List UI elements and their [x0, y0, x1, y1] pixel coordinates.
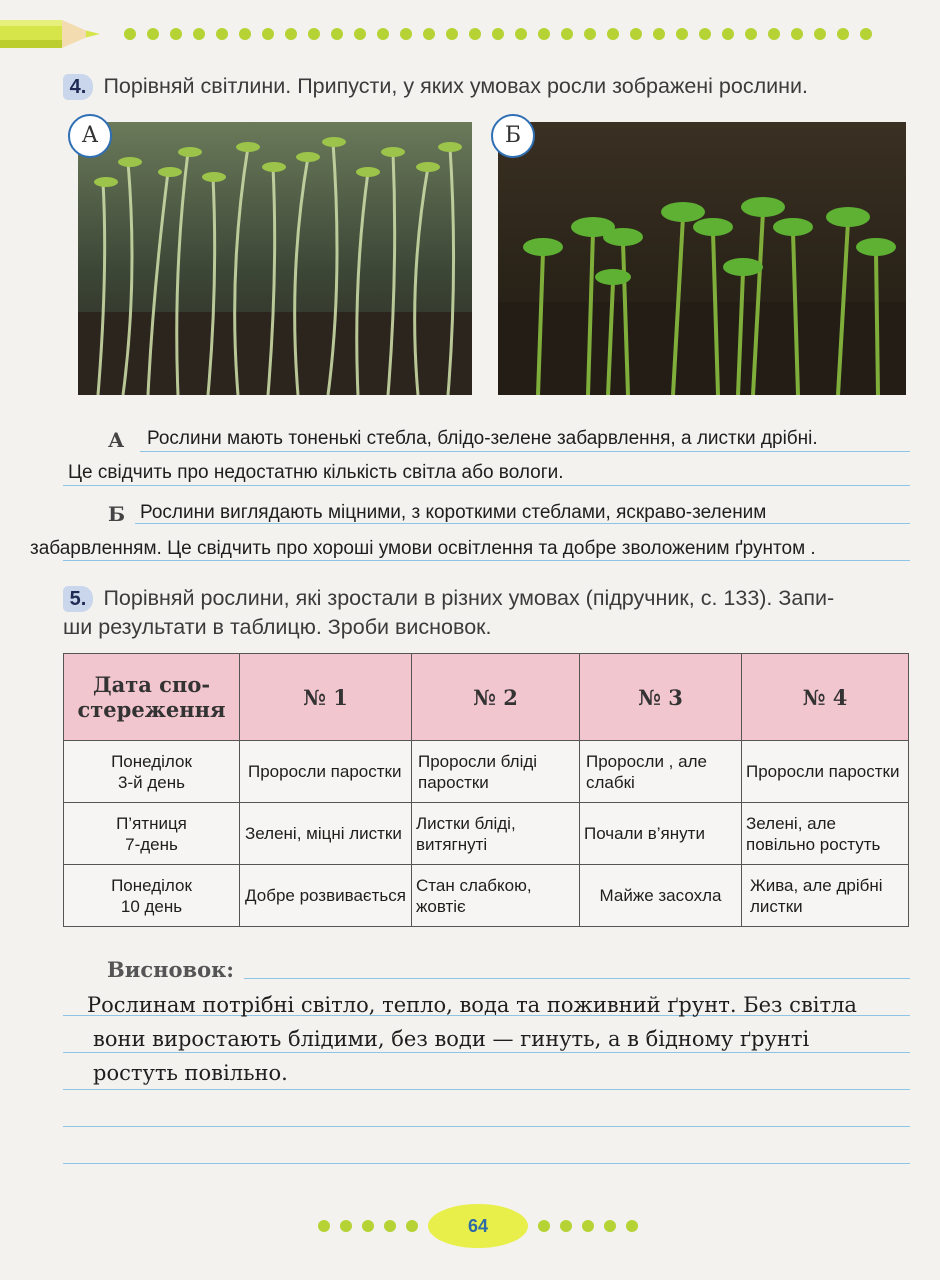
answer-b-rule-1 [135, 523, 910, 524]
row1-date [64, 741, 240, 803]
row3-date-day: Понеділок [111, 875, 192, 895]
answer-a-line2: Це свідчить про недостатню кількість світла або вологи. [68, 462, 564, 483]
table-row [64, 865, 909, 927]
header-date-line1: Дата спо- [92, 672, 211, 697]
row2-c2: Листки бліді, витягнуті [412, 803, 580, 865]
photo-b-seedlings [498, 122, 906, 395]
conclusion-line2: вони виростають блідими, без води — гинуть, а в бідному ґрунті [93, 1027, 810, 1051]
task-5-text-line1: Порівняй рослини, які зростали в різних умовах (підручник, с. 133). Запи- [103, 586, 835, 610]
row3-c2: Стан слабкою, жовтіє [412, 865, 580, 927]
row2-c4: Зелені, але повільно ростуть [742, 803, 909, 865]
table-header-row [64, 654, 909, 741]
conclusion-rule-4 [63, 1126, 910, 1127]
observation-table [63, 653, 909, 927]
row3-c4: Жива, але дрібні листки [742, 865, 909, 927]
pencil-icon [0, 14, 102, 54]
row1-date-num: 3-й день [118, 772, 185, 792]
row2-date [64, 803, 240, 865]
header-no3: № 3 [580, 654, 742, 741]
header-no2: № 2 [412, 654, 580, 741]
conclusion-label: Висновок: [107, 957, 235, 982]
row1-c1: Проросли паростки [240, 741, 412, 803]
header-no1: № 1 [240, 654, 412, 741]
row3-c1: Добре розвивається [240, 865, 412, 927]
row1-c3: Проросли , але слабкі [580, 741, 742, 803]
page-number: 64 [428, 1204, 528, 1248]
photo-a-seedlings [78, 122, 472, 395]
answer-b-rule-2 [63, 560, 910, 561]
task-5-text-line2: ши результати в таблицю. Зроби висновок. [63, 615, 492, 639]
header-date [64, 654, 240, 741]
conclusion-text [87, 988, 877, 1090]
answer-a-rule-2 [63, 485, 910, 486]
row1-c2: Проросли бліді паростки [412, 741, 580, 803]
row2-date-num: 7-день [125, 834, 178, 854]
header-date-line2: стереження [77, 697, 226, 722]
row3-date [64, 865, 240, 927]
conclusion-rule-5 [63, 1163, 910, 1164]
row3-date-num: 10 день [120, 896, 183, 916]
task-5-number: 5. [63, 586, 93, 612]
row2-date-day: П’ятниця [116, 813, 187, 833]
task-5-header [63, 585, 913, 643]
conclusion-rule-0 [244, 978, 910, 979]
row1-date-day: Понеділок [111, 751, 192, 771]
row2-c1: Зелені, міцні листки [240, 803, 412, 865]
answer-b-line1: Рослини виглядають міцними, з короткими стеблами, яскраво-зеленим [140, 502, 767, 523]
conclusion-line1: Рослинам потрібні світло, тепло, вода та поживний ґрунт. Без світла [87, 993, 857, 1017]
task-4-header [63, 74, 808, 100]
task-4-text: Порівняй світлини. Припусти, у яких умовах росли зображені рослини. [103, 74, 808, 98]
answer-a-letter: А [108, 428, 125, 452]
row2-c3: Почали в’янути [580, 803, 742, 865]
table-row [64, 741, 909, 803]
header-no4: № 4 [742, 654, 909, 741]
row1-c4: Проросли паростки [742, 741, 909, 803]
row3-c3: Майже засохла [580, 865, 742, 927]
task-4-number: 4. [63, 74, 93, 100]
answer-b-letter: Б [108, 502, 126, 526]
page-footer [318, 1204, 638, 1248]
conclusion-line3: ростуть повільно. [93, 1061, 288, 1085]
answer-a-rule-1 [140, 451, 910, 452]
table-row [64, 803, 909, 865]
photo-b-label: Б [491, 114, 535, 158]
answer-b-line2: забарвленням. Це свідчить про хороші умови освітлення та добре зволоженим ґрунтом . [30, 538, 816, 559]
photo-a-label: А [68, 114, 112, 158]
answer-a-line1: Рослини мають тоненькі стебла, блідо-зелене забарвлення, а листки дрібні. [147, 428, 818, 449]
top-dot-row [124, 28, 872, 40]
